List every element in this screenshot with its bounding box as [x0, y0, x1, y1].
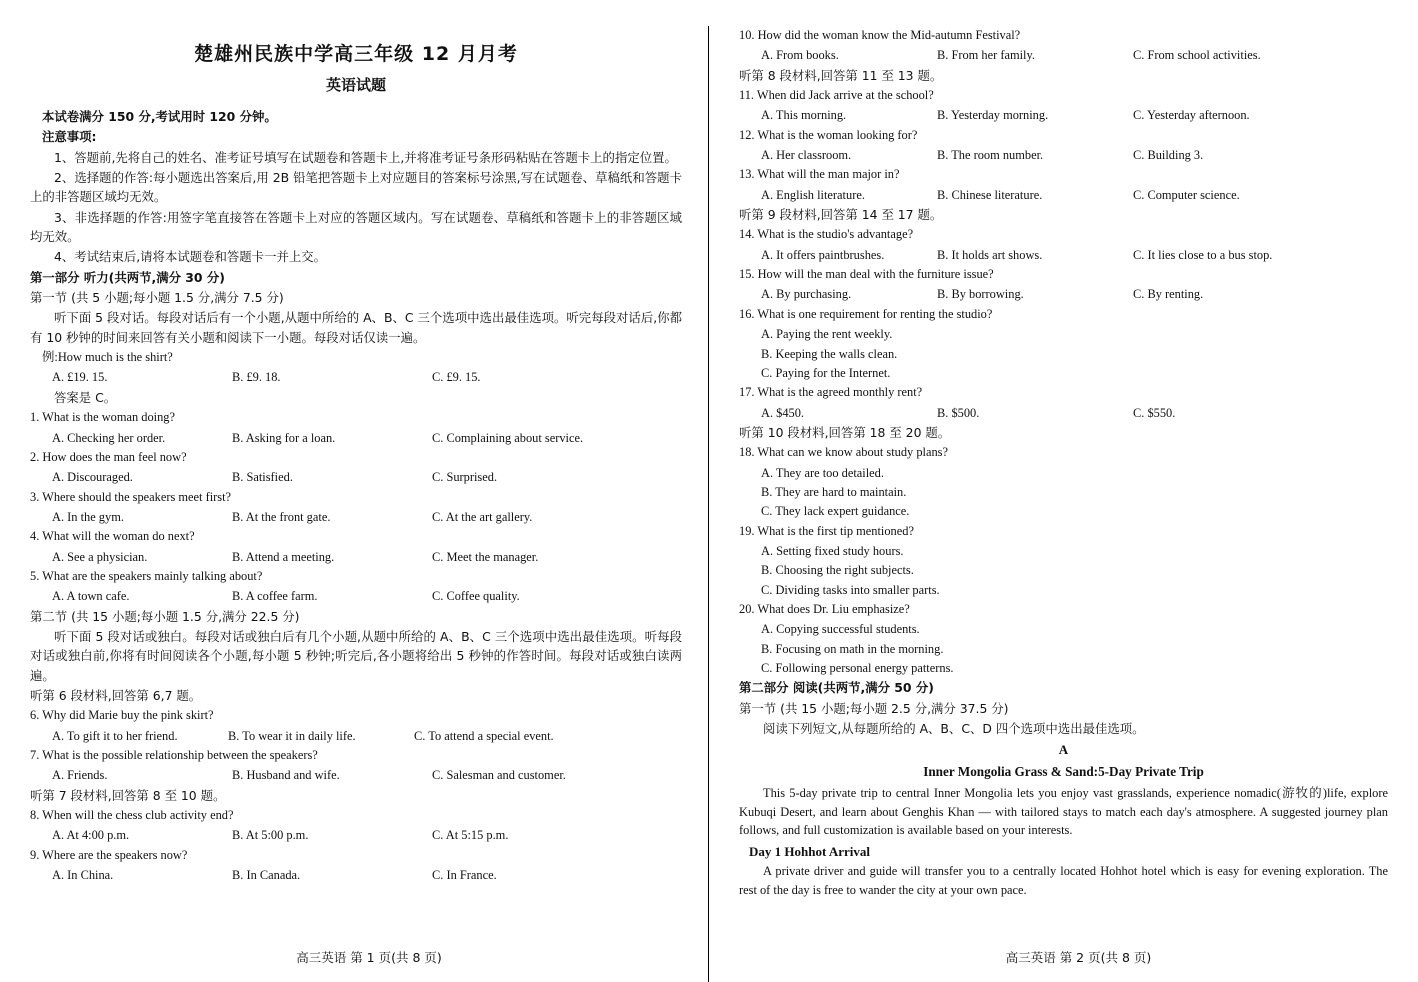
- option-b: B. Focusing on math in the morning.: [761, 641, 944, 656]
- option-b: B. Chinese literature.: [937, 187, 1043, 202]
- question-9-options: [30, 866, 682, 885]
- footer-right: 高三英语 第 2 页(共 8 页): [1005, 950, 1152, 965]
- part-one-heading: 第一部分 听力(共两节,满分 30 分): [30, 269, 225, 285]
- option-b: B. Husband and wife.: [232, 768, 340, 783]
- example-options: [30, 368, 682, 387]
- question-15: 15. How will the man deal with the furniture issue?: [739, 267, 994, 282]
- question-11-options: [739, 106, 1388, 125]
- part-two-section-one-instruction: 阅读下列短文,从每题所给的 A、B、C、D 四个选项中选出最佳选项。: [763, 721, 1145, 737]
- option-c: C. In France.: [432, 868, 497, 883]
- option-a: A. Friends.: [52, 768, 108, 783]
- option-b: B. In Canada.: [232, 868, 301, 883]
- option-b: B. The room number.: [937, 148, 1044, 163]
- option-a: A. By purchasing.: [761, 287, 852, 302]
- option-b: B. Choosing the right subjects.: [761, 563, 914, 578]
- question-9: 9. Where are the speakers now?: [30, 847, 188, 862]
- option-b: B. They are hard to maintain.: [761, 484, 907, 499]
- example-option-c: C. £9. 15.: [432, 370, 481, 385]
- question-10-options: [739, 46, 1388, 65]
- question-17-options: [739, 404, 1388, 423]
- option-c: C. Building 3.: [1133, 148, 1204, 163]
- part-two-heading: 第二部分 阅读(共两节,满分 50 分): [739, 680, 934, 696]
- option-c: C. From school activities.: [1133, 48, 1261, 63]
- footer-left: 高三英语 第 1 页(共 8 页): [296, 950, 442, 965]
- question-14-options: [739, 246, 1388, 265]
- option-a: A. Copying successful students.: [761, 622, 920, 637]
- option-c: C. Coffee quality.: [432, 589, 520, 604]
- question-3: 3. Where should the speakers meet first?: [30, 489, 232, 504]
- section-one-instruction: 听下面 5 段对话。每段对话后有一个小题,从题中所给的 A、B、C 三个选项中选出最佳选项。听完每段对话后,你都有 10 秒钟的时间来回答有关小题和阅读下一小题。每段对话仅读一遍。: [30, 310, 682, 345]
- option-a: A. This morning.: [761, 108, 847, 123]
- question-5: 5. What are the speakers mainly talking about?: [30, 568, 263, 583]
- option-b: B. By borrowing.: [937, 287, 1024, 302]
- day-1-heading: Day 1 Hohhot Arrival: [749, 844, 870, 860]
- question-4: 4. What will the woman do next?: [30, 529, 195, 544]
- passage-label-a: A: [1058, 742, 1069, 758]
- option-c: C. To attend a special event.: [414, 728, 554, 743]
- option-c: C. Paying for the Internet.: [761, 365, 891, 380]
- option-c: C. Complaining about service.: [432, 430, 584, 445]
- question-2: 2. How does the man feel now?: [30, 449, 187, 464]
- option-b: B. Attend a meeting.: [232, 549, 335, 564]
- option-c: C. Yesterday afternoon.: [1133, 108, 1250, 123]
- option-a: A. Paying the rent weekly.: [761, 327, 893, 342]
- option-b: B. Keeping the walls clean.: [761, 346, 898, 361]
- passage-paragraph-1: This 5-day private trip to central Inner Mongolia lets you enjoy vast grasslands, experience nomadic(游牧的)life, explore Kubuqi Desert, and learn about Genghis Khan — with tailored stays to match each day's atmosphere. A suggested journey plan follows, and full customization is available based on your interests.: [739, 786, 1388, 838]
- option-c: C. Following personal energy patterns.: [761, 661, 954, 675]
- option-c: C. At the art gallery.: [432, 509, 533, 524]
- question-14: 14. What is the studio's advantage?: [739, 227, 914, 242]
- option-a: A. It offers paintbrushes.: [761, 247, 885, 262]
- notice-item-4: 4、考试结束后,请将本试题卷和答题卡一并上交。: [54, 249, 327, 265]
- option-b: B. At 5:00 p.m.: [232, 828, 309, 843]
- option-c: C. Salesman and customer.: [432, 768, 566, 783]
- option-c: C. By renting.: [1133, 287, 1204, 302]
- option-c: C. They lack expert guidance.: [761, 504, 910, 519]
- option-a: A. English literature.: [761, 187, 865, 202]
- question-10: 10. How did the woman know the Mid-autumn Festival?: [739, 28, 1021, 42]
- option-a: A. Discouraged.: [52, 470, 133, 485]
- option-a: A. $450.: [761, 405, 805, 420]
- option-a: A. Setting fixed study hours.: [761, 543, 904, 558]
- page-column-right: [709, 26, 1388, 982]
- option-a: A. In China.: [52, 868, 114, 883]
- question-8: 8. When will the chess club activity end?: [30, 808, 234, 823]
- example-option-b: B. £9. 18.: [232, 370, 281, 385]
- option-b: B. $500.: [937, 405, 980, 420]
- option-a: A. They are too detailed.: [761, 465, 884, 480]
- question-6-options: [30, 727, 682, 746]
- option-a: A. To gift it to her friend.: [52, 728, 178, 743]
- option-c: C. It lies close to a bus stop.: [1133, 247, 1273, 262]
- page-title: 楚雄州民族中学高三年级 12 月月考: [194, 43, 518, 65]
- question-11: 11. When did Jack arrive at the school?: [739, 88, 934, 103]
- section-two-heading: 第二节 (共 15 小题;每小题 1.5 分,满分 22.5 分): [30, 608, 300, 624]
- option-c: C. $550.: [1133, 405, 1176, 420]
- notice-item-3: 3、非选择题的作答:用签字笔直接答在答题卡上对应的答题区域内。写在试题卷、草稿纸和答题卡上的非答题区域均无效。: [30, 209, 682, 245]
- notice-heading: 注意事项:: [42, 129, 97, 145]
- option-b: B. A coffee farm.: [232, 589, 318, 604]
- option-b: B. From her family.: [937, 48, 1035, 63]
- option-b: B. At the front gate.: [232, 509, 331, 524]
- option-b: B. Asking for a loan.: [232, 430, 336, 445]
- option-b: B. Satisfied.: [232, 470, 293, 485]
- question-15-options: [739, 285, 1388, 304]
- day-1-text: A private driver and guide will transfer you to a centrally located Hohhot hotel which is easy for evening exploration. The rest of the day is free to wander the city at your own pace.: [739, 864, 1388, 897]
- material-10-label: 听第 10 段材料,回答第 18 至 20 题。: [739, 424, 951, 440]
- option-c: C. Surprised.: [432, 470, 498, 485]
- section-two-instruction: 听下面 5 段对话或独白。每段对话或独白后有几个小题,从题中所给的 A、B、C 三个选项中选出最佳选项。听每段对话或独白前,你将有时间阅读各个小题,每小题 5 秒钟;听完后,各小题将给出 5 秒钟的作答时间。每段对话或独白读两遍。: [30, 628, 682, 683]
- option-c: C. Computer science.: [1133, 187, 1240, 202]
- exam-info: 本试卷满分 150 分,考试用时 120 分钟。: [42, 109, 277, 125]
- example-answer: 答案是 C。: [54, 389, 117, 405]
- passage-title: Inner Mongolia Grass & Sand:5-Day Private Trip: [923, 763, 1204, 779]
- question-5-options: [30, 587, 682, 606]
- question-3-options: [30, 508, 682, 527]
- option-c: C. At 5:15 p.m.: [432, 828, 509, 843]
- question-13-options: [739, 186, 1388, 205]
- page-subtitle: 英语试题: [325, 75, 386, 94]
- material-6-label: 听第 6 段材料,回答第 6,7 题。: [30, 687, 202, 703]
- section-one-heading: 第一节 (共 5 小题;每小题 1.5 分,满分 7.5 分): [30, 290, 284, 306]
- example-question: 例:How much is the shirt?: [42, 350, 173, 365]
- option-a: A. At 4:00 p.m.: [52, 828, 130, 843]
- question-7-options: [30, 766, 682, 785]
- option-a: A. From books.: [761, 48, 839, 63]
- question-19: 19. What is the first tip mentioned?: [739, 523, 914, 538]
- option-a: A. In the gym.: [52, 509, 124, 524]
- material-7-label: 听第 7 段材料,回答第 8 至 10 题。: [30, 787, 226, 803]
- question-2-options: [30, 468, 682, 487]
- material-8-label: 听第 8 段材料,回答第 11 至 13 题。: [739, 67, 943, 83]
- option-c: C. Meet the manager.: [432, 549, 539, 564]
- page-column-left: [30, 26, 709, 982]
- part-two-section-one-heading: 第一节 (共 15 小题;每小题 2.5 分,满分 37.5 分): [739, 700, 1009, 716]
- notice-item-2: 2、选择题的作答:每小题选出答案后,用 2B 铅笔把答题卡上对应题目的答案标号涂黑,写在试题卷、草稿纸和答题卡上的非答题区域均无效。: [30, 170, 682, 205]
- option-b: B. Yesterday morning.: [937, 108, 1049, 123]
- question-17: 17. What is the agreed monthly rent?: [739, 385, 923, 400]
- option-a: A. See a physician.: [52, 549, 148, 564]
- option-a: A. Her classroom.: [761, 148, 852, 163]
- question-18: 18. What can we know about study plans?: [739, 445, 949, 460]
- notice-item-1: 1、答题前,先将自己的姓名、准考证号填写在试题卷和答题卡上,并将准考证号条形码粘贴在答题卡上的指定位置。: [54, 149, 677, 165]
- question-12-options: [739, 146, 1388, 165]
- option-a: A. Checking her order.: [52, 430, 166, 445]
- question-1-options: [30, 429, 682, 448]
- option-b: B. It holds art shows.: [937, 247, 1043, 262]
- question-4-options: [30, 548, 682, 567]
- option-c: C. Dividing tasks into smaller parts.: [761, 582, 940, 597]
- option-b: B. To wear it in daily life.: [228, 728, 356, 743]
- question-13: 13. What will the man major in?: [739, 167, 900, 182]
- question-12: 12. What is the woman looking for?: [739, 127, 918, 142]
- question-1: 1. What is the woman doing?: [30, 410, 175, 425]
- question-20: 20. What does Dr. Liu emphasize?: [739, 601, 910, 616]
- question-16: 16. What is one requirement for renting the studio?: [739, 306, 993, 321]
- material-9-label: 听第 9 段材料,回答第 14 至 17 题。: [739, 207, 943, 223]
- question-7: 7. What is the possible relationship between the speakers?: [30, 748, 318, 763]
- option-a: A. A town cafe.: [52, 589, 130, 604]
- example-option-a: A. £19. 15.: [52, 370, 108, 385]
- question-6: 6. Why did Marie buy the pink skirt?: [30, 708, 214, 723]
- question-8-options: [30, 826, 682, 845]
